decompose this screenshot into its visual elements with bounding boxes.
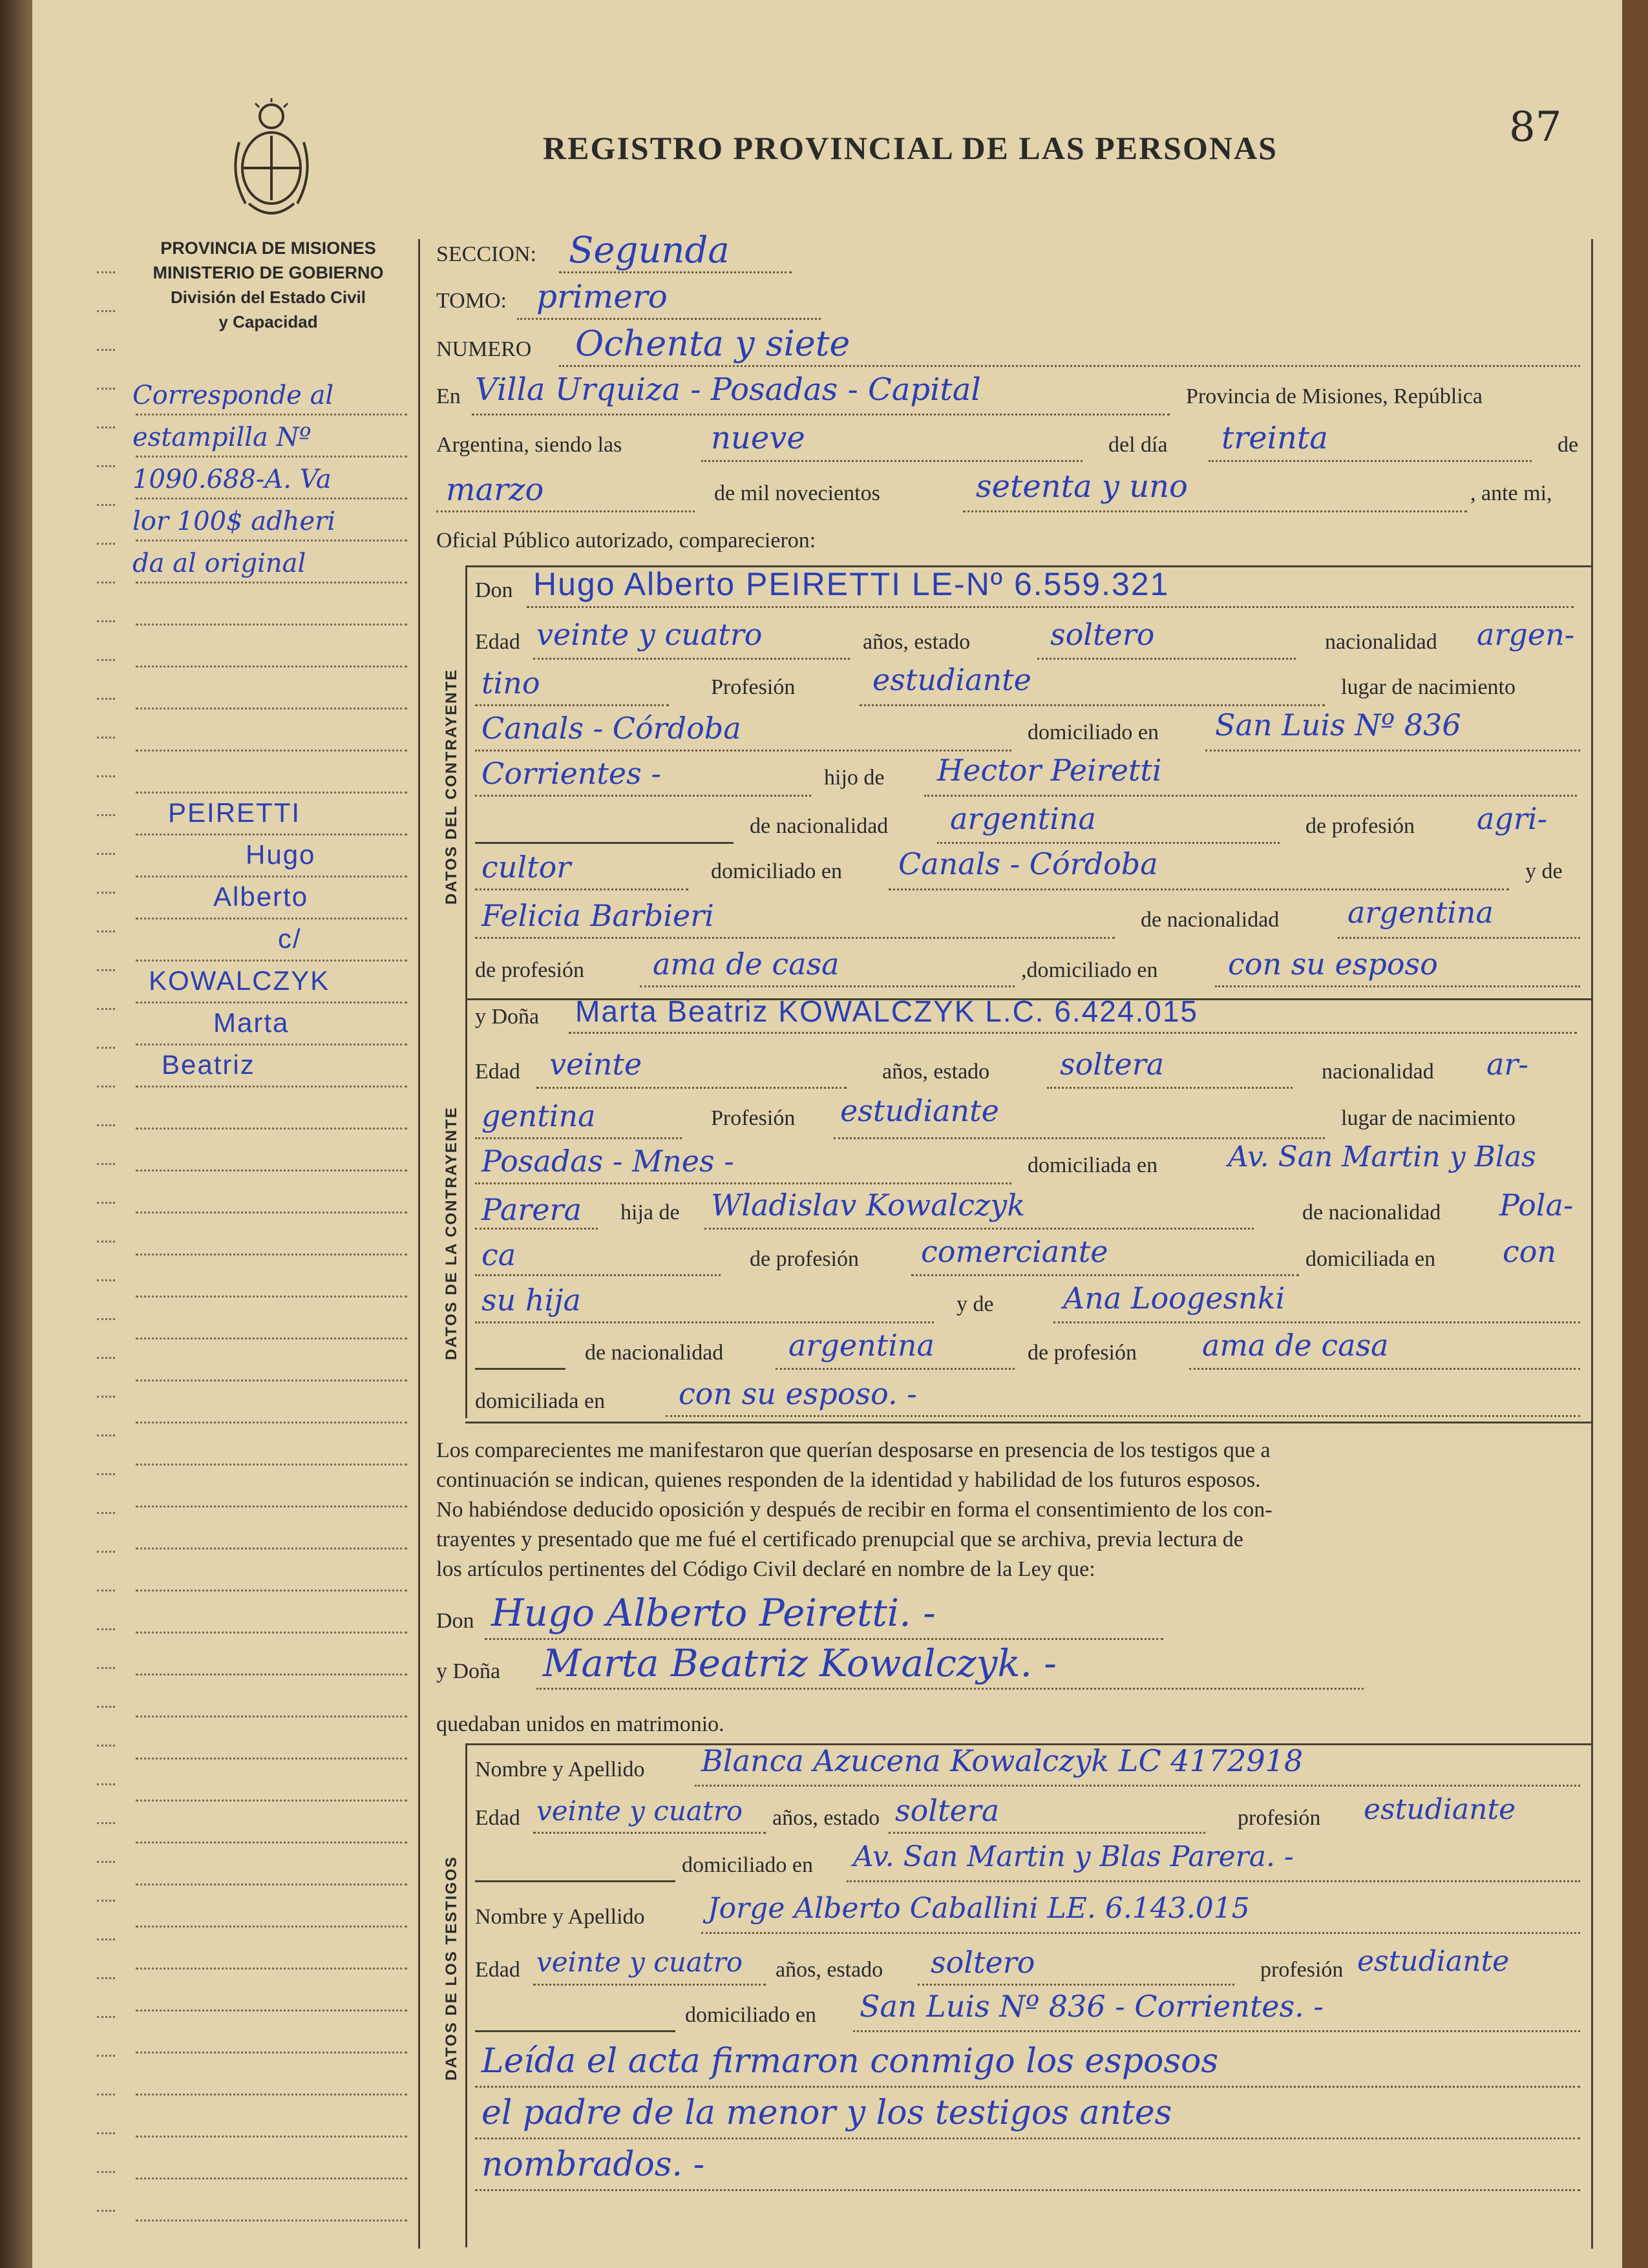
bride-nac-1: ar-	[1486, 1047, 1528, 1082]
margin-stamp-note	[132, 375, 335, 585]
groom-nac-1: argen-	[1477, 617, 1575, 652]
groom-padre-prof-2: cultor	[481, 850, 571, 885]
authority-line: División del Estado Civil	[171, 288, 366, 307]
don-label: Don	[436, 1609, 474, 1633]
lugar-value: Villa Urquiza - Posadas - Capital	[475, 372, 981, 408]
declaration-groom: Hugo Alberto Peiretti. -	[491, 1591, 936, 1635]
margin-name: Alberto	[213, 881, 309, 912]
y-dona-label: y Doña	[475, 1005, 540, 1029]
edad-label: Edad	[475, 1958, 520, 1982]
bride-domicilio-2: Parera	[481, 1192, 582, 1227]
de-label: de	[1558, 433, 1579, 457]
domiciliada-label: domiciliada en	[1305, 1247, 1436, 1271]
bride-padre-nac-2: ca	[481, 1237, 516, 1272]
de-profesion-label: de profesión	[1305, 814, 1415, 838]
witness1-name: Blanca Azucena Kowalczyk LC 4172918	[701, 1743, 1304, 1778]
bride-padre-dom-1: con	[1503, 1234, 1557, 1269]
hora-value: nueve	[711, 420, 805, 456]
witness1-domicilio: Av. San Martin y Blas Parera. -	[853, 1840, 1294, 1873]
bride-madre-nac: argentina	[788, 1328, 935, 1363]
domiciliada-label: domiciliada en	[475, 1389, 606, 1413]
edad-label: Edad	[475, 630, 520, 654]
groom-padre-prof-1: agri-	[1477, 801, 1548, 836]
bride-nac-2: gentina	[481, 1098, 596, 1133]
domiciliado-label: domiciliado en	[682, 1853, 814, 1877]
declaration-bride: Marta Beatriz Kowalczyk. -	[543, 1641, 1057, 1685]
groom-edad: veinte y cuatro	[536, 617, 763, 652]
section-label-witnesses: DATOS DE LOS TESTIGOS	[443, 1856, 460, 2081]
bride-madre: Ana Loogesnki	[1063, 1281, 1285, 1316]
nombre-apellido-label: Nombre y Apellido	[475, 1758, 645, 1781]
groom-madre-nac: argentina	[1347, 895, 1494, 930]
argentina-siendo-label: Argentina, siendo las	[436, 433, 622, 457]
paragraph-line: Los comparecientes me manifestaron que querían desposarse en presencia de los testigos que a	[436, 1438, 1271, 1462]
margin-name: PEIRETTI	[168, 797, 301, 828]
declaration-paragraph	[436, 1436, 1587, 1584]
del-dia-label: del día	[1108, 433, 1168, 457]
bride-madre-dom: con su esposo. -	[679, 1376, 917, 1411]
bride-padre: Wladislav Kowalczyk	[711, 1188, 1026, 1223]
nombre-apellido-label: Nombre y Apellido	[475, 1905, 645, 1929]
groom-domicilio-1: San Luis Nº 836	[1215, 708, 1461, 742]
margin-note-line: estampilla Nº	[132, 423, 312, 452]
closing-statement	[481, 2035, 1218, 2190]
en-label: En	[436, 384, 461, 408]
groom-name: Hugo Alberto PEIRETTI LE-Nº 6.559.321	[533, 566, 1170, 602]
nacionalidad-label: nacionalidad	[1322, 1060, 1434, 1084]
profesion-label: Profesión	[711, 675, 796, 699]
column-divider	[418, 239, 420, 2249]
witness2-domicilio: San Luis Nº 836 - Corrientes. -	[860, 1989, 1324, 2024]
domiciliado-comma-label: ,domiciliado en	[1021, 958, 1158, 982]
margin-name: Beatriz	[162, 1049, 255, 1080]
nacionalidad-label: nacionalidad	[1325, 630, 1437, 654]
edad-label: Edad	[475, 1060, 520, 1084]
bride-profesion: estudiante	[840, 1093, 999, 1128]
witness1-profesion: estudiante	[1364, 1793, 1516, 1826]
margin-note-line: 1090.688-A. Va	[132, 465, 332, 494]
bride-domicilio-1: Av. San Martin y Blas	[1228, 1140, 1536, 1173]
de-nacionalidad-label: de nacionalidad	[750, 814, 889, 838]
margin-note-line: lor 100$ adheri	[132, 507, 336, 536]
y-dona-label: y Doña	[436, 1659, 501, 1683]
closing-line: Leída el acta firmaron conmigo los esposos	[481, 2042, 1219, 2081]
witness2-name: Jorge Alberto Caballini LE. 6.143.015	[708, 1892, 1250, 1925]
profesion-label: profesión	[1260, 1958, 1344, 1982]
groom-padre-nac: argentina	[950, 801, 1096, 836]
authority-line: MINISTERIO DE GOBIERNO	[153, 263, 384, 282]
paragraph-line: No habiéndose deducido oposición y después de recibir en forma el consentimiento de los con-	[436, 1498, 1273, 1522]
groom-lugar: Canals - Córdoba	[481, 711, 741, 746]
anio-value: setenta y uno	[976, 468, 1188, 505]
margin-name: KOWALCZYK	[149, 965, 330, 996]
margin-name: c/	[278, 923, 302, 954]
anos-estado-label: años, estado	[863, 630, 971, 654]
paragraph-line: los artículos pertinentes del Código Civil declaré en nombre de la Ley que:	[436, 1557, 1095, 1581]
de-nacionalidad-label: de nacionalidad	[1141, 908, 1280, 932]
numero-label: NUMERO	[436, 337, 532, 361]
page-title: REGISTRO PROVINCIAL DE LAS PERSONAS	[543, 130, 1278, 166]
bride-padre-nac-1: Pola-	[1499, 1188, 1574, 1223]
margin-note-line: da al original	[132, 549, 306, 578]
lugar-nacimiento-label: lugar de nacimiento	[1341, 1106, 1516, 1130]
de-profesion-label: de profesión	[750, 1247, 860, 1271]
witness2-edad: veinte y cuatro	[536, 1946, 743, 1978]
groom-profesion: estudiante	[872, 662, 1031, 697]
domiciliado-label: domiciliado en	[711, 859, 843, 883]
mil-novecientos-label: de mil novecientos	[714, 481, 880, 505]
tomo-label: TOMO:	[436, 289, 507, 313]
witness2-profesion: estudiante	[1357, 1945, 1510, 1978]
de-profesion-label: de profesión	[1028, 1341, 1137, 1365]
seccion-label: SECCION:	[436, 242, 536, 266]
groom-madre: Felicia Barbieri	[481, 898, 714, 933]
mes-value: marzo	[446, 472, 544, 508]
groom-domicilio-2: Corrientes -	[481, 756, 661, 791]
section-label-bride: DATOS DE LA CONTRAYENTE	[443, 1106, 460, 1360]
groom-padre-dom: Canals - Córdoba	[898, 846, 1158, 881]
witness1-estado: soltera	[895, 1793, 1000, 1828]
de-profesion-label: de profesión	[475, 958, 585, 982]
profesion-label: Profesión	[711, 1106, 796, 1130]
closing-line: nombrados. -	[481, 2145, 705, 2184]
lugar-nacimiento-label: lugar de nacimiento	[1341, 675, 1516, 699]
anos-estado-label: años, estado	[776, 1958, 883, 1982]
de-nacionalidad-label: de nacionalidad	[585, 1341, 724, 1365]
anos-estado-label: años, estado	[882, 1060, 990, 1084]
paragraph-line: continuación se indican, quienes responden de la identidad y habilidad de los futuros esposos.	[436, 1468, 1261, 1492]
closing-line: el padre de la menor y los testigos antes	[481, 2094, 1172, 2132]
oficial-label: Oficial Público autorizado, comparecieron:	[436, 529, 816, 552]
numero-value: Ochenta y siete	[575, 323, 850, 364]
bride-padre-prof: comerciante	[921, 1234, 1108, 1269]
margin-note-line: Corresponde al	[132, 381, 334, 410]
anos-estado-label: años, estado	[772, 1806, 880, 1830]
witness2-estado: soltero	[931, 1945, 1035, 1980]
groom-madre-prof: ama de casa	[653, 947, 840, 982]
groom-madre-dom: con su esposo	[1228, 947, 1438, 982]
groom-estado: soltero	[1050, 617, 1155, 652]
ante-mi-label: , ante mi,	[1470, 481, 1552, 505]
domiciliado-label: domiciliado en	[685, 2003, 817, 2027]
don-label: Don	[475, 578, 513, 602]
paragraph-line: trayentes y presentado que me fué el certificado prenupcial que se archiva, previa lectura de	[436, 1528, 1243, 1551]
margin-name: Hugo	[246, 839, 316, 870]
margin-spouse-names	[149, 792, 420, 1086]
authority-line: y Capacidad	[218, 312, 318, 331]
y-de-label: y de	[956, 1292, 994, 1316]
groom-nac-2: tino	[481, 666, 540, 700]
domiciliado-label: domiciliado en	[1028, 720, 1159, 744]
margin-column	[97, 0, 420, 2268]
de-nacionalidad-label: de nacionalidad	[1302, 1201, 1441, 1224]
profesion-label: profesión	[1238, 1806, 1321, 1830]
dia-value: treinta	[1221, 420, 1328, 456]
bride-edad: veinte	[549, 1047, 642, 1082]
witness1-edad: veinte y cuatro	[536, 1795, 743, 1827]
groom-padre: Hector Peiretti	[937, 753, 1162, 788]
provincia-label: Provincia de Misiones, República	[1186, 384, 1483, 408]
seccion-value: Segunda	[569, 229, 730, 271]
authority-line: PROVINCIA DE MISIONES	[160, 238, 376, 258]
domiciliada-label: domiciliada en	[1028, 1153, 1158, 1177]
bride-estado: soltera	[1060, 1047, 1165, 1082]
page-number: 87	[1509, 103, 1562, 151]
section-label-groom: DATOS DEL CONTRAYENTE	[443, 668, 460, 905]
bride-name: Marta Beatriz KOWALCZYK L.C. 6.424.015	[575, 994, 1198, 1028]
edad-label: Edad	[475, 1806, 520, 1830]
y-de-label: y de	[1525, 859, 1563, 883]
tomo-value: primero	[536, 278, 668, 315]
bride-madre-prof: ama de casa	[1202, 1328, 1389, 1363]
bride-padre-dom-2: su hija	[481, 1283, 581, 1318]
right-border	[1591, 239, 1593, 2249]
hija-de-label: hija de	[620, 1201, 680, 1224]
margin-name: Marta	[213, 1007, 290, 1038]
hijo-de-label: hijo de	[824, 766, 885, 790]
quedaban-label: quedaban unidos en matrimonio.	[436, 1712, 724, 1736]
bride-lugar: Posadas - Mnes -	[481, 1144, 734, 1179]
